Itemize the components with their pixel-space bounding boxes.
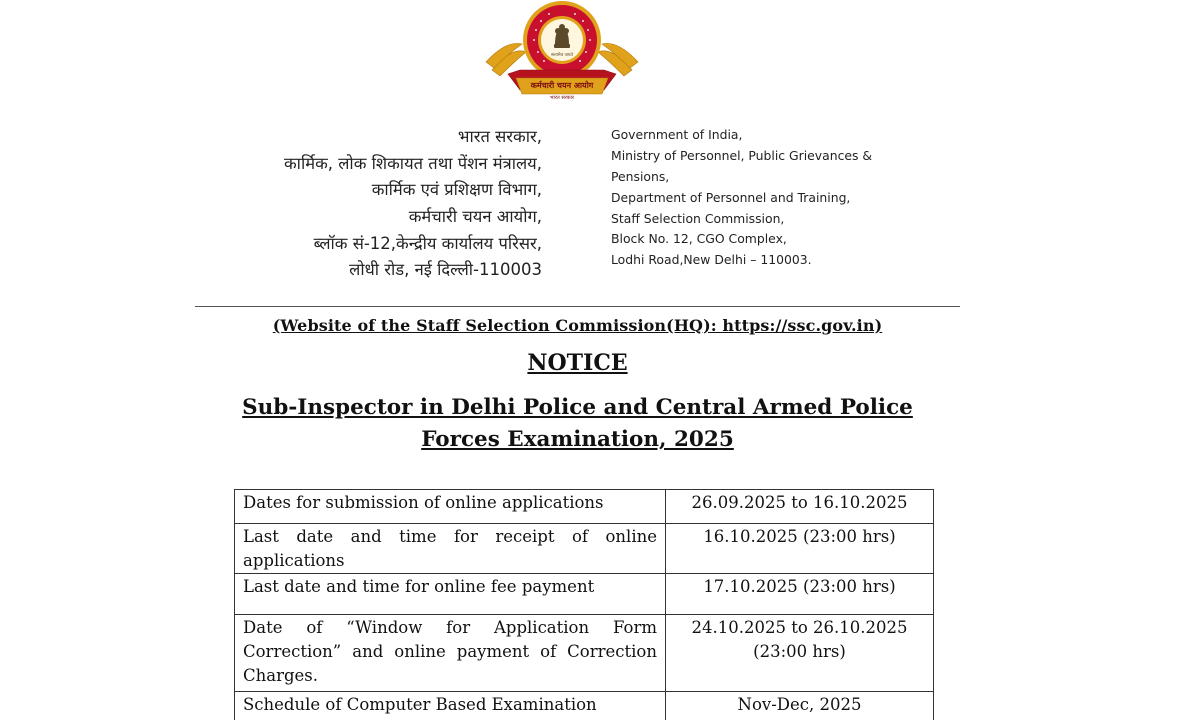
schedule-value: 17.10.2025 (23:00 hrs) bbox=[666, 574, 934, 615]
address-hindi bbox=[240, 124, 542, 284]
address-english-line: Government of India, bbox=[611, 127, 743, 142]
address-english-line: Staff Selection Commission, bbox=[611, 210, 785, 226]
exam-title-line-1: Sub-Inspector in Delhi Police and Central Armed Police bbox=[242, 395, 913, 420]
schedule-label: Date of “Window for Application Form Correction” and online payment of Correction Charges. bbox=[235, 615, 666, 692]
schedule-value: 26.09.2025 to 16.10.2025 bbox=[666, 490, 934, 524]
address-hindi-line: भारत सरकार, bbox=[457, 127, 542, 146]
table-row bbox=[235, 574, 934, 615]
address-hindi-line: कर्मचारी चयन आयोग, bbox=[408, 207, 542, 227]
address-hindi-line: ब्लॉक सं-12,केन्द्रीय कार्यालय परिसर, bbox=[313, 233, 542, 253]
address-english-line: Department of Personnel and Training, bbox=[611, 189, 851, 205]
address-english-line: Pensions, bbox=[611, 168, 670, 184]
table-row bbox=[235, 692, 934, 720]
schedule-label: Last date and time for online fee payment bbox=[235, 574, 666, 615]
svg-text:कर्मचारी चयन आयोग: कर्मचारी चयन आयोग bbox=[530, 81, 594, 90]
table-row bbox=[235, 615, 934, 692]
address-english-line: Lodhi Road,New Delhi – 110003. bbox=[611, 252, 812, 268]
schedule-label: Dates for submission of online applications bbox=[235, 490, 666, 524]
notice-heading: NOTICE bbox=[527, 350, 628, 376]
schedule-label: Last date and time for receipt of online applications bbox=[235, 524, 666, 574]
website-line: (Website of the Staff Selection Commission(HQ): https://ssc.gov.in) bbox=[272, 316, 883, 335]
address-hindi-line: कार्मिक एवं प्रशिक्षण विभाग, bbox=[371, 180, 542, 200]
address-hindi-line: लोधी रोड, नई दिल्ली-110003 bbox=[349, 260, 542, 280]
table-row bbox=[235, 490, 934, 524]
address-english-line: Ministry of Personnel, Public Grievances & bbox=[611, 147, 873, 163]
header-divider bbox=[195, 306, 960, 307]
exam-title-line-2: Forces Examination, 2025 bbox=[421, 427, 734, 452]
schedule-label: Schedule of Computer Based Examination bbox=[235, 692, 666, 720]
ssc-emblem-logo bbox=[478, 0, 646, 104]
schedule-value: 16.10.2025 (23:00 hrs) bbox=[666, 524, 934, 574]
exam-title bbox=[195, 392, 960, 456]
schedule-table bbox=[234, 489, 934, 720]
address-english-line: Block No. 12, CGO Complex, bbox=[611, 231, 787, 247]
schedule-value: 24.10.2025 to 26.10.2025 (23:00 hrs) bbox=[666, 615, 934, 692]
table-row bbox=[235, 524, 934, 574]
ssc-emblem-graphic bbox=[478, 0, 646, 104]
address-english bbox=[611, 125, 911, 271]
svg-text:सत्यमेव जयते: सत्यमेव जयते bbox=[550, 53, 574, 58]
schedule-value: Nov-Dec, 2025 bbox=[666, 692, 934, 720]
address-hindi-line: कार्मिक, लोक शिकायत तथा पेंशन मंत्रालय, bbox=[284, 153, 542, 173]
svg-text:भारत सरकार: भारत सरकार bbox=[550, 95, 574, 101]
